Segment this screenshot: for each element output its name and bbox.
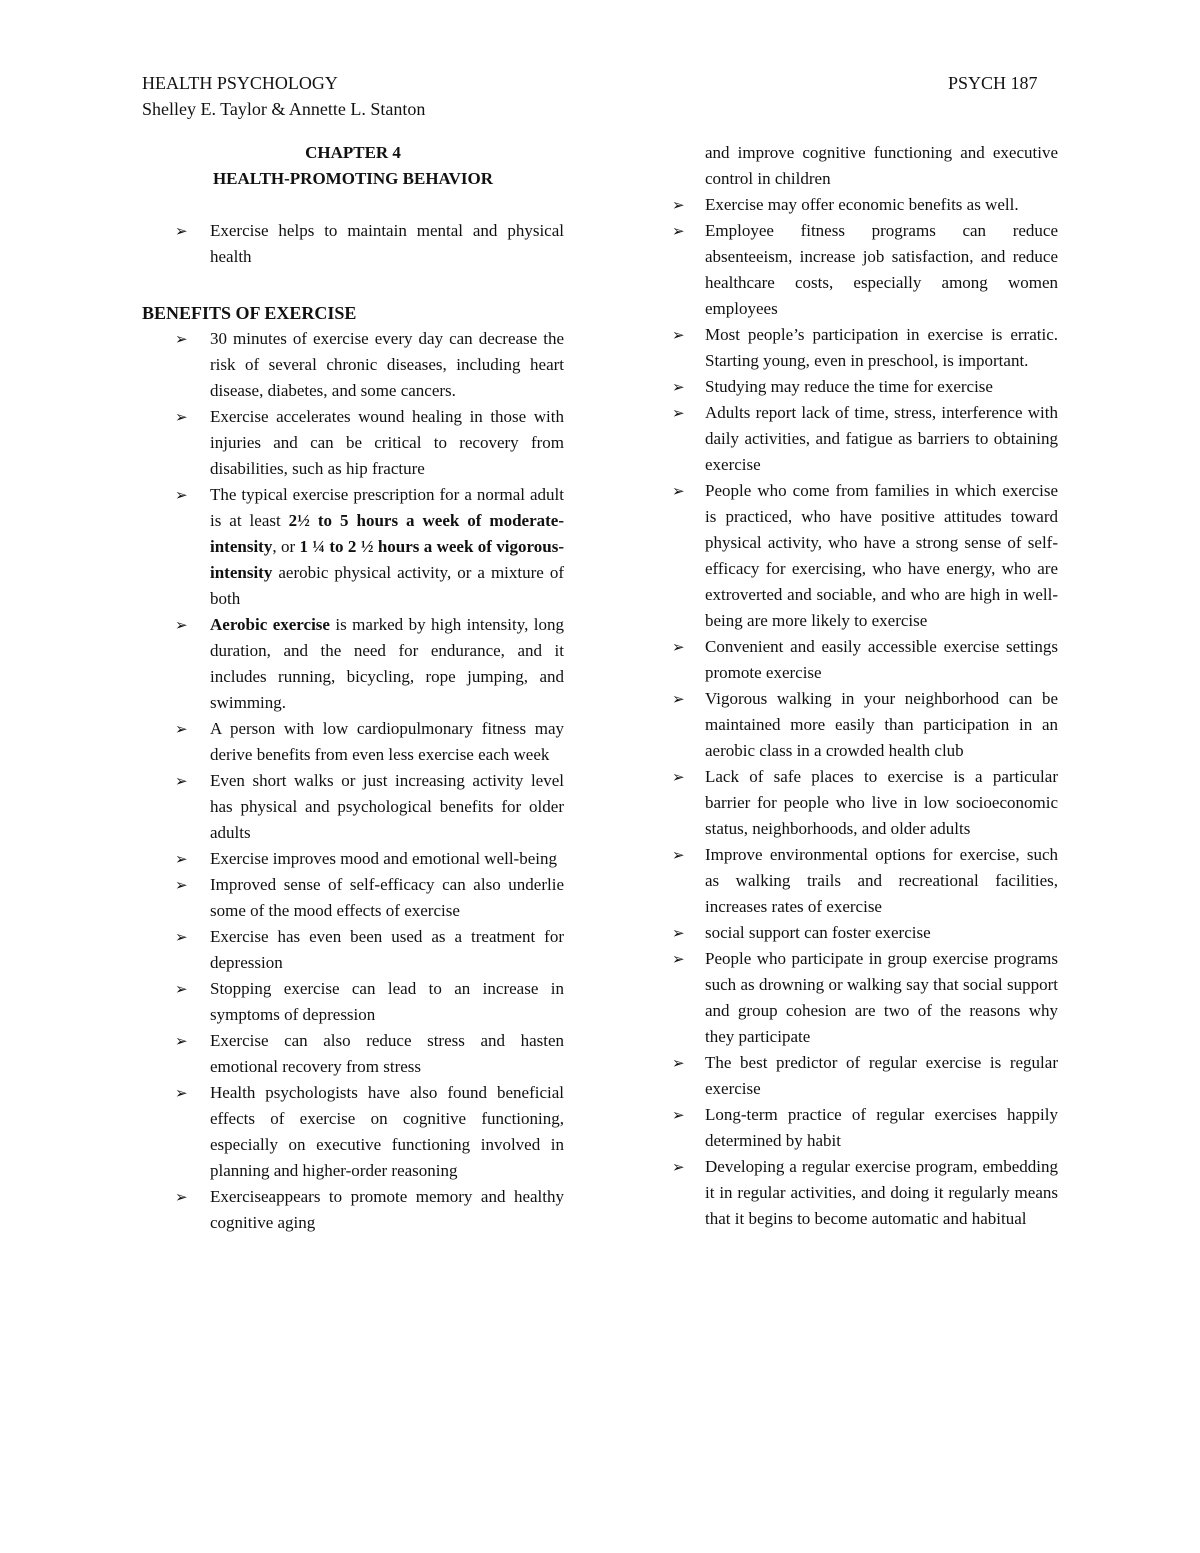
intro-list bbox=[142, 218, 564, 270]
list-item: ➢ Developing a regular exercise program, embedding it in regular activities, and doing it regularly means that it begins to become automatic and habitual bbox=[672, 1154, 1058, 1232]
list-item: ➢ Employee fitness programs can reduce absenteeism, increase job satisfaction, and reduce healthcare costs, especially among women employees bbox=[672, 218, 1058, 322]
authors: Shelley E. Taylor & Annette L. Stanton bbox=[142, 99, 426, 119]
list-item: ➢ Exercise accelerates wound healing in those with injuries and can be critical to recovery from disabilities, such as hip fracture bbox=[142, 404, 564, 482]
list-item: ➢ Exercise can also reduce stress and hasten emotional recovery from stress bbox=[142, 1028, 564, 1080]
list-item: ➢ Exercise may offer economic benefits as well. bbox=[672, 192, 1058, 218]
list-item: ➢ Vigorous walking in your neighborhood can be maintained more easily than participation in an aerobic class in a crowded health club bbox=[672, 686, 1058, 764]
list-item: ➢ People who come from families in which exercise is practiced, who have positive attitudes toward physical activity, who have a strong sense of self-efficacy for exercising, who have energy, who are extroverted and sociable, and who are high in well-being are more likely to exercise bbox=[672, 478, 1058, 634]
list-item: ➢ Exercise helps to maintain mental and physical health bbox=[142, 218, 564, 270]
chapter-title: HEALTH-PROMOTING BEHAVIOR bbox=[212, 169, 494, 188]
list-item: ➢ social support can foster exercise bbox=[672, 920, 1058, 946]
benefits-list bbox=[142, 326, 564, 1236]
list-item: ➢ Most people’s participation in exercise is erratic. Starting young, even in preschool, is important. bbox=[672, 322, 1058, 374]
list-item: ➢ Exercise has even been used as a treatment for depression bbox=[142, 924, 564, 976]
course-code: PSYCH 187 bbox=[948, 73, 1038, 93]
page-header-left bbox=[142, 70, 425, 122]
right-column bbox=[672, 140, 1058, 1232]
list-item: ➢ Health psychologists have also found beneficial effects of exercise on cognitive functioning, especially on executive functioning involved in planning and higher-order reasoning bbox=[142, 1080, 564, 1184]
list-item: ➢ Lack of safe places to exercise is a particular barrier for people who live in low socioeconomic status, neighborhoods, and older adults bbox=[672, 764, 1058, 842]
list-item: ➢ Exerciseappears to promote memory and healthy cognitive aging bbox=[142, 1184, 564, 1236]
course-title: HEALTH PSYCHOLOGY bbox=[142, 73, 338, 93]
list-item: ➢ The typical exercise prescription for a normal adult is at least 2½ to 5 hours a week of moderate-intensity, or 1 ¼ to 2 ½ hours a week of vigorous-intensity aerobic physical activity, or a mixture of both bbox=[142, 482, 564, 612]
continued-text: and improve cognitive functioning and executive control in children bbox=[705, 143, 1058, 188]
section-title: BENEFITS OF EXERCISE bbox=[142, 303, 357, 323]
list-item: ➢ Long-term practice of regular exercises happily determined by habit bbox=[672, 1102, 1058, 1154]
list-item: ➢ Aerobic exercise is marked by high intensity, long duration, and the need for endurance, and it includes running, bicycling, rope jumping, and swimming. bbox=[142, 612, 564, 716]
list-item: ➢ Improved sense of self-efficacy can also underlie some of the mood effects of exercise bbox=[142, 872, 564, 924]
list-item: ➢ Studying may reduce the time for exercise bbox=[672, 374, 1058, 400]
list-item: ➢ Even short walks or just increasing activity level has physical and psychological benefits for older adults bbox=[142, 768, 564, 846]
left-column bbox=[142, 140, 564, 1236]
list-item: ➢ Adults report lack of time, stress, interference with daily activities, and fatigue as barriers to obtaining exercise bbox=[672, 400, 1058, 478]
list-item: ➢ Improve environmental options for exercise, such as walking trails and recreational facilities, increases rates of exercise bbox=[672, 842, 1058, 920]
benefits-list-continued bbox=[672, 192, 1058, 1232]
list-item: ➢ A person with low cardiopulmonary fitness may derive benefits from even less exercise each week bbox=[142, 716, 564, 768]
list-item: ➢ 30 minutes of exercise every day can decrease the risk of several chronic diseases, including heart disease, diabetes, and some cancers. bbox=[142, 326, 564, 404]
list-item: ➢ Convenient and easily accessible exercise settings promote exercise bbox=[672, 634, 1058, 686]
chapter-number: CHAPTER 4 bbox=[305, 143, 401, 162]
list-item: ➢ People who participate in group exercise programs such as drowning or walking say that social support and group cohesion are two of the reasons why they participate bbox=[672, 946, 1058, 1050]
list-item: ➢ Stopping exercise can lead to an increase in symptoms of depression bbox=[142, 976, 564, 1028]
list-item: ➢ Exercise improves mood and emotional well-being bbox=[142, 846, 564, 872]
list-item: ➢ The best predictor of regular exercise is regular exercise bbox=[672, 1050, 1058, 1102]
